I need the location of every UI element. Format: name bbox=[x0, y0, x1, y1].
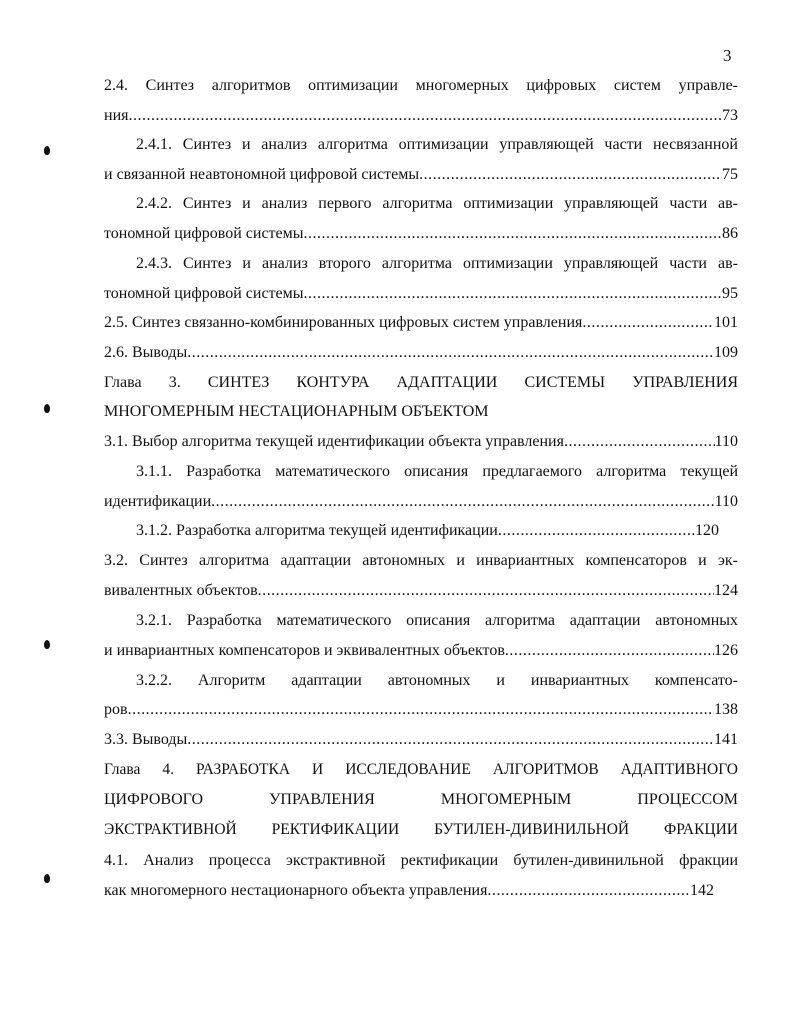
chapter-heading: ЭКСТРАКТИВНОЙ РЕКТИФИКАЦИИ БУТИЛЕН-ДИВИНИЛЬНОЙ ФРАКЦИИ bbox=[104, 821, 738, 838]
toc-line bbox=[104, 343, 738, 363]
toc-line bbox=[104, 881, 714, 901]
toc-page-number: 110 bbox=[714, 493, 738, 510]
toc-entry-text: идентификации bbox=[104, 493, 212, 510]
toc-page-number: 142 bbox=[690, 882, 714, 899]
toc-line bbox=[104, 641, 738, 661]
toc-entry-text: 3.3. Выводы bbox=[104, 731, 188, 748]
toc-line bbox=[104, 106, 738, 126]
toc-entry-text: вивалентных объектов bbox=[104, 582, 258, 599]
dot-leader bbox=[128, 700, 714, 720]
toc-page-number: 73 bbox=[722, 107, 738, 124]
dot-leader bbox=[564, 432, 715, 452]
toc-entry-text: 2.6. Выводы bbox=[104, 344, 188, 361]
toc-line: 2.4.3. Синтез и анализ второго алгоритма оптимизации управляющей части ав- bbox=[136, 255, 738, 272]
toc-line: 4.1. Анализ процесса экстрактивной ректификации бутилен-дивинильной фракции bbox=[104, 852, 738, 869]
toc-line: 3.2.1. Разработка математического описания алгоритма адаптации автономных bbox=[136, 612, 738, 629]
toc-page-number: 141 bbox=[714, 731, 738, 748]
toc-page-number: 109 bbox=[714, 344, 738, 361]
dot-leader bbox=[187, 343, 714, 363]
toc-line bbox=[104, 284, 738, 304]
binding-hole-mark bbox=[44, 874, 50, 883]
toc-line: 2.4. Синтез алгоритмов оптимизации многомерных цифровых систем управле- bbox=[104, 77, 738, 94]
toc-line bbox=[104, 700, 738, 720]
chapter-heading: Глава 4. РАЗРАБОТКА И ИССЛЕДОВАНИЕ АЛГОРИТМОВ АДАПТИВНОГО bbox=[104, 761, 738, 778]
toc-line: 2.4.1. Синтез и анализ алгоритма оптимизации управляющей части несвязанной bbox=[136, 136, 738, 153]
toc-entry-text: ров bbox=[104, 701, 128, 718]
toc-line bbox=[104, 313, 738, 333]
dot-leader bbox=[258, 581, 714, 601]
dot-leader bbox=[487, 881, 690, 901]
dot-leader bbox=[128, 106, 722, 126]
toc-entry-text: тономной цифровой системы bbox=[104, 225, 304, 242]
toc-page-number: 110 bbox=[714, 433, 738, 450]
toc-entry-text: ния bbox=[104, 107, 129, 124]
toc-line: 3.2. Синтез алгоритма адаптации автономных и инвариантных компенсаторов и эк- bbox=[104, 552, 738, 569]
toc-line: 3.2.2. Алгоритм адаптации автономных и инвариантных компенсато- bbox=[136, 672, 738, 689]
toc-page-number: 75 bbox=[722, 166, 738, 183]
toc-entry-text: как многомерного нестационарного объекта управления bbox=[104, 882, 488, 899]
toc-line: 3.1.1. Разработка математического описания предлагаемого алгоритма текущей bbox=[136, 463, 738, 480]
toc-entry-text: 3.1. Выбор алгоритма текущей идентификации объекта управления bbox=[104, 433, 564, 450]
page-number: 3 bbox=[723, 46, 732, 65]
chapter-heading: ЦИФРОВОГО УПРАВЛЕНИЯ МНОГОМЕРНЫМ ПРОЦЕССОМ bbox=[104, 791, 738, 808]
toc-page-number: 86 bbox=[722, 225, 738, 242]
toc-page-number: 101 bbox=[714, 314, 738, 331]
toc-line bbox=[104, 730, 738, 750]
chapter-heading: Глава 3. СИНТЕЗ КОНТУРА АДАПТАЦИИ СИСТЕМЫ УПРАВЛЕНИЯ bbox=[104, 374, 738, 391]
toc-line bbox=[104, 492, 738, 512]
binding-hole-mark bbox=[44, 640, 50, 649]
toc-page-number: 138 bbox=[714, 701, 738, 718]
dot-leader bbox=[187, 730, 714, 750]
binding-hole-mark bbox=[44, 404, 50, 413]
toc-line bbox=[104, 581, 738, 601]
toc-line bbox=[104, 432, 738, 452]
dot-leader bbox=[419, 165, 722, 185]
toc-page-number: 124 bbox=[714, 582, 738, 599]
toc-line bbox=[104, 165, 738, 185]
toc-page-number: 120 bbox=[695, 522, 719, 539]
toc-entry-text: и связанной неавтономной цифровой системы bbox=[104, 166, 420, 183]
dot-leader bbox=[304, 284, 722, 304]
chapter-heading: МНОГОМЕРНЫМ НЕСТАЦИОНАРНЫМ ОБЪЕКТОМ bbox=[104, 403, 489, 420]
toc-entry-text: 3.1.2. Разработка алгоритма текущей идентификации bbox=[136, 522, 498, 539]
dot-leader bbox=[498, 521, 695, 541]
toc-line: 2.4.2. Синтез и анализ первого алгоритма оптимизации управляющей части ав- bbox=[136, 195, 738, 212]
toc-entry-text: тономной цифровой системы bbox=[104, 285, 304, 302]
toc-entry-text: 2.5. Синтез связанно-комбинированных цифровых систем управления bbox=[104, 314, 583, 331]
toc-page-number: 126 bbox=[714, 642, 738, 659]
dot-leader bbox=[505, 641, 714, 661]
binding-hole-mark bbox=[44, 146, 50, 155]
toc-line bbox=[136, 521, 719, 541]
dot-leader bbox=[304, 224, 722, 244]
toc-line bbox=[104, 224, 738, 244]
dot-leader bbox=[582, 313, 714, 333]
dot-leader bbox=[211, 492, 714, 512]
toc-entry-text: и инвариантных компенсаторов и эквивалентных объектов bbox=[104, 642, 505, 659]
toc-page-number: 95 bbox=[722, 285, 738, 302]
